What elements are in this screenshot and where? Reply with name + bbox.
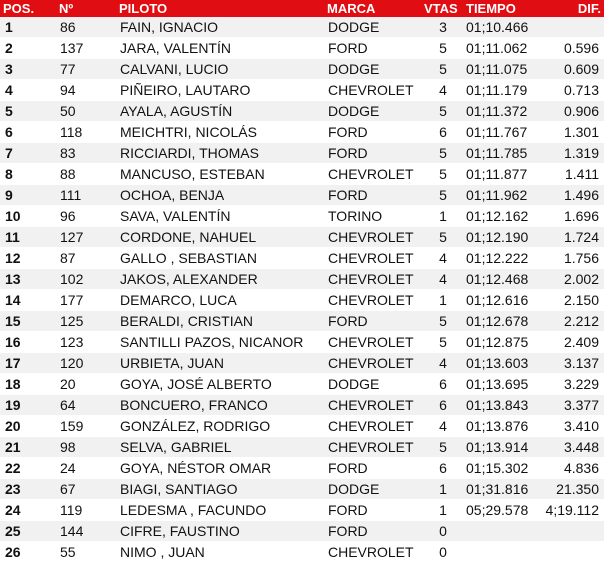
table-row [0, 290, 604, 311]
cell-num: 98 [56, 437, 116, 458]
table-body [0, 17, 604, 563]
table-header-row [0, 0, 604, 17]
cell-num: 177 [56, 290, 116, 311]
cell-tiempo: 01;11.877 [463, 164, 536, 185]
cell-num: 96 [56, 206, 116, 227]
cell-tiempo: 01;31.816 [463, 479, 536, 500]
cell-piloto: SELVA, GABRIEL [116, 437, 324, 458]
cell-piloto: AYALA, AGUSTÍN [116, 101, 324, 122]
table-row [0, 353, 604, 374]
cell-marca: TORINO [324, 206, 421, 227]
cell-pos: 26 [0, 542, 56, 563]
cell-pos: 25 [0, 521, 56, 542]
cell-vtas: 4 [421, 353, 463, 374]
cell-vtas: 5 [421, 185, 463, 206]
cell-marca: CHEVROLET [324, 80, 421, 101]
cell-marca: CHEVROLET [324, 395, 421, 416]
cell-vtas: 1 [421, 206, 463, 227]
cell-tiempo: 01;11.372 [463, 101, 536, 122]
cell-num: 86 [56, 17, 116, 38]
header-piloto: PILOTO [116, 0, 324, 17]
cell-num: 55 [56, 542, 116, 563]
cell-piloto: SAVA, VALENTÍN [116, 206, 324, 227]
cell-dif: 1.724 [536, 227, 604, 248]
cell-dif: 0.609 [536, 59, 604, 80]
cell-pos: 1 [0, 17, 56, 38]
cell-pos: 21 [0, 437, 56, 458]
cell-tiempo: 01;11.075 [463, 59, 536, 80]
cell-marca: CHEVROLET [324, 269, 421, 290]
cell-dif: 2.150 [536, 290, 604, 311]
cell-dif: 21.350 [536, 479, 604, 500]
cell-tiempo: 01;12.222 [463, 248, 536, 269]
cell-piloto: OCHOA, BENJA [116, 185, 324, 206]
cell-pos: 13 [0, 269, 56, 290]
cell-num: 123 [56, 332, 116, 353]
cell-tiempo: 01;12.616 [463, 290, 536, 311]
cell-num: 88 [56, 164, 116, 185]
cell-piloto: PIÑEIRO, LAUTARO [116, 80, 324, 101]
cell-vtas: 5 [421, 227, 463, 248]
cell-tiempo: 01;15.302 [463, 458, 536, 479]
cell-vtas: 6 [421, 374, 463, 395]
cell-dif: 2.409 [536, 332, 604, 353]
cell-marca: FORD [324, 38, 421, 59]
cell-vtas: 0 [421, 542, 463, 563]
cell-marca: DODGE [324, 479, 421, 500]
cell-tiempo: 05;29.578 [463, 500, 536, 521]
cell-vtas: 5 [421, 332, 463, 353]
cell-vtas: 1 [421, 479, 463, 500]
cell-piloto: GOYA, NÉSTOR OMAR [116, 458, 324, 479]
cell-pos: 4 [0, 80, 56, 101]
table-row [0, 500, 604, 521]
table-row [0, 521, 604, 542]
cell-num: 111 [56, 185, 116, 206]
cell-piloto: GONZÁLEZ, RODRIGO [116, 416, 324, 437]
cell-pos: 5 [0, 101, 56, 122]
cell-piloto: CORDONE, NAHUEL [116, 227, 324, 248]
cell-marca: FORD [324, 143, 421, 164]
cell-num: 83 [56, 143, 116, 164]
cell-num: 64 [56, 395, 116, 416]
cell-dif: 1.496 [536, 185, 604, 206]
cell-dif: 3.410 [536, 416, 604, 437]
table-row [0, 122, 604, 143]
cell-vtas: 3 [421, 17, 463, 38]
cell-marca: FORD [324, 122, 421, 143]
cell-dif: 3.137 [536, 353, 604, 374]
cell-marca: CHEVROLET [324, 227, 421, 248]
cell-marca: FORD [324, 311, 421, 332]
cell-piloto: GALLO , SEBASTIAN [116, 248, 324, 269]
cell-dif [536, 17, 604, 38]
cell-vtas: 5 [421, 164, 463, 185]
cell-marca: FORD [324, 500, 421, 521]
header-vtas: VTAS [421, 0, 463, 17]
cell-marca: CHEVROLET [324, 437, 421, 458]
cell-dif: 1.411 [536, 164, 604, 185]
cell-pos: 22 [0, 458, 56, 479]
table-row [0, 479, 604, 500]
cell-tiempo: 01;12.190 [463, 227, 536, 248]
cell-tiempo: 01;11.785 [463, 143, 536, 164]
cell-num: 144 [56, 521, 116, 542]
table-row [0, 80, 604, 101]
cell-dif: 1.319 [536, 143, 604, 164]
table-row [0, 59, 604, 80]
table-row [0, 185, 604, 206]
cell-num: 67 [56, 479, 116, 500]
cell-piloto: CIFRE, FAUSTINO [116, 521, 324, 542]
cell-vtas: 5 [421, 101, 463, 122]
table-row [0, 311, 604, 332]
cell-pos: 23 [0, 479, 56, 500]
cell-pos: 14 [0, 290, 56, 311]
cell-tiempo: 01;11.767 [463, 122, 536, 143]
cell-dif: 2.002 [536, 269, 604, 290]
cell-pos: 18 [0, 374, 56, 395]
table-row [0, 143, 604, 164]
cell-piloto: GOYA, JOSÉ ALBERTO [116, 374, 324, 395]
cell-vtas: 4 [421, 248, 463, 269]
cell-tiempo: 01;12.162 [463, 206, 536, 227]
header-dif: DIF. [536, 0, 604, 17]
header-tiempo: TIEMPO [463, 0, 536, 17]
table-row [0, 395, 604, 416]
cell-num: 24 [56, 458, 116, 479]
cell-piloto: CALVANI, LUCIO [116, 59, 324, 80]
cell-tiempo: 01;13.603 [463, 353, 536, 374]
cell-marca: DODGE [324, 374, 421, 395]
cell-num: 118 [56, 122, 116, 143]
cell-tiempo: 01;12.468 [463, 269, 536, 290]
cell-piloto: FAIN, IGNACIO [116, 17, 324, 38]
cell-tiempo: 01;11.062 [463, 38, 536, 59]
cell-tiempo: 01;12.875 [463, 332, 536, 353]
cell-marca: DODGE [324, 101, 421, 122]
cell-tiempo: 01;13.843 [463, 395, 536, 416]
cell-piloto: SANTILLI PAZOS, NICANOR [116, 332, 324, 353]
cell-piloto: NIMO , JUAN [116, 542, 324, 563]
cell-vtas: 6 [421, 122, 463, 143]
cell-dif: 2.212 [536, 311, 604, 332]
cell-vtas: 4 [421, 80, 463, 101]
cell-dif: 1.301 [536, 122, 604, 143]
cell-num: 77 [56, 59, 116, 80]
cell-pos: 12 [0, 248, 56, 269]
cell-piloto: BIAGI, SANTIAGO [116, 479, 324, 500]
table-row [0, 206, 604, 227]
table-row [0, 227, 604, 248]
cell-dif: 3.229 [536, 374, 604, 395]
cell-num: 159 [56, 416, 116, 437]
cell-vtas: 6 [421, 395, 463, 416]
table-row [0, 248, 604, 269]
cell-marca: CHEVROLET [324, 248, 421, 269]
table-row [0, 164, 604, 185]
cell-vtas: 1 [421, 500, 463, 521]
cell-dif [536, 542, 604, 563]
cell-pos: 17 [0, 353, 56, 374]
cell-tiempo: 01;11.962 [463, 185, 536, 206]
cell-marca: CHEVROLET [324, 416, 421, 437]
cell-dif: 4;19.112 [536, 500, 604, 521]
cell-marca: FORD [324, 521, 421, 542]
cell-tiempo: 01;13.876 [463, 416, 536, 437]
cell-num: 127 [56, 227, 116, 248]
table-row [0, 332, 604, 353]
cell-dif: 0.713 [536, 80, 604, 101]
cell-piloto: MANCUSO, ESTEBAN [116, 164, 324, 185]
cell-num: 20 [56, 374, 116, 395]
cell-pos: 6 [0, 122, 56, 143]
cell-pos: 3 [0, 59, 56, 80]
cell-marca: CHEVROLET [324, 353, 421, 374]
cell-pos: 10 [0, 206, 56, 227]
cell-marca: CHEVROLET [324, 542, 421, 563]
cell-num: 119 [56, 500, 116, 521]
table-row [0, 101, 604, 122]
table-row [0, 437, 604, 458]
cell-vtas: 4 [421, 269, 463, 290]
table-row [0, 458, 604, 479]
cell-marca: FORD [324, 185, 421, 206]
cell-num: 137 [56, 38, 116, 59]
cell-tiempo: 01;12.678 [463, 311, 536, 332]
cell-piloto: DEMARCO, LUCA [116, 290, 324, 311]
cell-pos: 15 [0, 311, 56, 332]
cell-dif: 3.377 [536, 395, 604, 416]
cell-marca: CHEVROLET [324, 332, 421, 353]
cell-dif [536, 521, 604, 542]
cell-piloto: URBIETA, JUAN [116, 353, 324, 374]
cell-dif: 4.836 [536, 458, 604, 479]
cell-num: 87 [56, 248, 116, 269]
cell-tiempo [463, 542, 536, 563]
cell-vtas: 1 [421, 290, 463, 311]
cell-pos: 24 [0, 500, 56, 521]
table-row [0, 17, 604, 38]
cell-dif: 1.696 [536, 206, 604, 227]
cell-vtas: 5 [421, 59, 463, 80]
cell-num: 125 [56, 311, 116, 332]
cell-tiempo [463, 521, 536, 542]
cell-vtas: 5 [421, 437, 463, 458]
cell-tiempo: 01;10.466 [463, 17, 536, 38]
cell-vtas: 0 [421, 521, 463, 542]
header-pos: POS. [0, 0, 56, 17]
cell-marca: CHEVROLET [324, 290, 421, 311]
table-row [0, 416, 604, 437]
cell-piloto: MEICHTRI, NICOLÁS [116, 122, 324, 143]
cell-pos: 9 [0, 185, 56, 206]
cell-tiempo: 01;13.695 [463, 374, 536, 395]
cell-pos: 20 [0, 416, 56, 437]
cell-num: 50 [56, 101, 116, 122]
cell-vtas: 5 [421, 143, 463, 164]
cell-vtas: 5 [421, 38, 463, 59]
cell-dif: 0.906 [536, 101, 604, 122]
cell-pos: 2 [0, 38, 56, 59]
table-row [0, 374, 604, 395]
cell-pos: 7 [0, 143, 56, 164]
cell-dif: 3.448 [536, 437, 604, 458]
cell-piloto: RICCIARDI, THOMAS [116, 143, 324, 164]
cell-vtas: 4 [421, 416, 463, 437]
cell-piloto: JARA, VALENTÍN [116, 38, 324, 59]
cell-pos: 16 [0, 332, 56, 353]
cell-piloto: BERALDI, CRISTIAN [116, 311, 324, 332]
cell-piloto: LEDESMA , FACUNDO [116, 500, 324, 521]
table-row [0, 269, 604, 290]
cell-marca: DODGE [324, 17, 421, 38]
cell-dif: 1.756 [536, 248, 604, 269]
cell-pos: 11 [0, 227, 56, 248]
cell-marca: DODGE [324, 59, 421, 80]
cell-vtas: 5 [421, 311, 463, 332]
cell-num: 94 [56, 80, 116, 101]
header-num: Nº [56, 0, 116, 17]
cell-tiempo: 01;13.914 [463, 437, 536, 458]
header-marca: MARCA [324, 0, 421, 17]
cell-num: 102 [56, 269, 116, 290]
cell-piloto: BONCUERO, FRANCO [116, 395, 324, 416]
cell-vtas: 6 [421, 458, 463, 479]
cell-marca: CHEVROLET [324, 164, 421, 185]
cell-dif: 0.596 [536, 38, 604, 59]
table-row [0, 38, 604, 59]
cell-piloto: JAKOS, ALEXANDER [116, 269, 324, 290]
cell-num: 120 [56, 353, 116, 374]
table-row [0, 542, 604, 563]
cell-marca: FORD [324, 458, 421, 479]
cell-pos: 19 [0, 395, 56, 416]
cell-tiempo: 01;11.179 [463, 80, 536, 101]
cell-pos: 8 [0, 164, 56, 185]
